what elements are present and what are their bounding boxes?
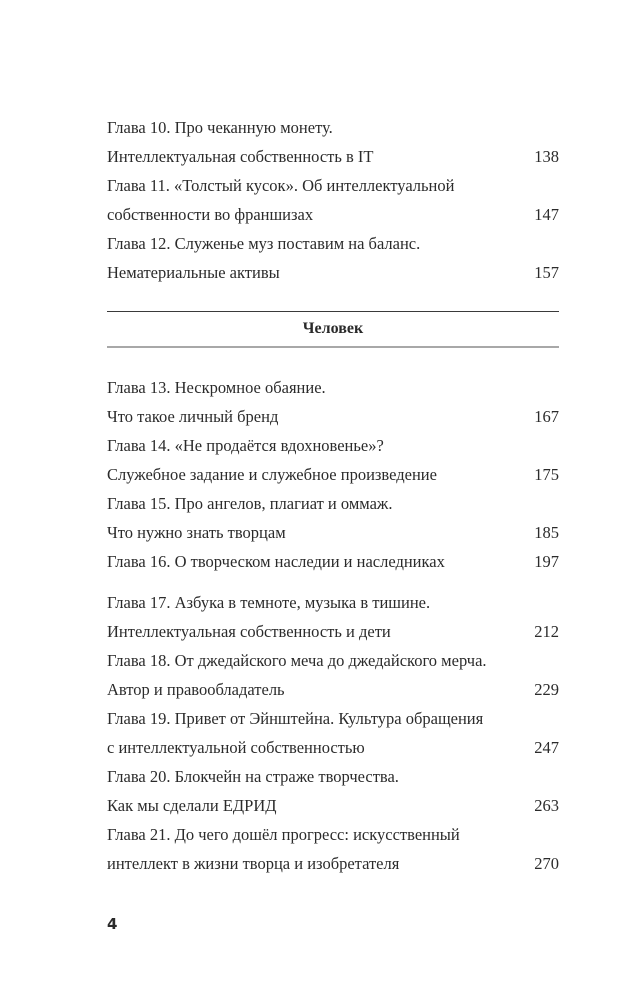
toc-page-number: 270	[534, 854, 559, 873]
toc-page-number: 229	[534, 680, 559, 699]
toc-entry-subtitle: Автор и правообладатель	[107, 680, 285, 699]
toc-entry-subtitle: Служебное задание и служебное произведение	[107, 465, 437, 484]
toc-entry-chapter-15[interactable]	[107, 489, 559, 547]
toc-entry-subtitle: Интеллектуальная собственность и дети	[107, 622, 391, 641]
toc-page-number: 197	[534, 552, 559, 571]
toc-entry-title: Глава 12. Служенье муз поставим на баланс.	[107, 234, 421, 253]
toc-entry-subtitle: Как мы сделали ЕДРИД	[107, 796, 277, 815]
toc-page-number: 167	[534, 407, 559, 426]
toc-page-number: 212	[534, 622, 559, 641]
toc-page-number: 157	[534, 263, 559, 282]
toc-entry-chapter-13[interactable]	[107, 373, 559, 431]
toc-page-number: 247	[534, 738, 559, 757]
toc-entry-subtitle: Что такое личный бренд	[107, 407, 279, 426]
toc-entry-title: Глава 13. Нескромное обаяние.	[107, 378, 326, 397]
section-title: Человек	[302, 320, 364, 337]
toc-entry-title: Глава 21. До чего дошёл прогресс: искусственный	[107, 825, 460, 844]
toc-page-number: 138	[534, 147, 559, 166]
toc-entry-chapter-19[interactable]	[107, 704, 559, 762]
page-number-folio: 4	[107, 915, 118, 933]
toc-entry-subtitle: Что нужно знать творцам	[107, 523, 286, 542]
toc-entry-chapter-14[interactable]	[107, 431, 559, 489]
toc-entry-chapter-17[interactable]	[107, 588, 559, 646]
toc-page-number: 147	[534, 205, 559, 224]
toc-entry-chapter-21[interactable]	[107, 820, 559, 878]
toc-entry-title: Глава 11. «Толстый кусок». Об интеллектуальной	[107, 176, 455, 195]
toc-entry-chapter-10[interactable]	[107, 113, 559, 171]
toc-entry-title: Глава 15. Про ангелов, плагиат и оммаж.	[107, 494, 393, 513]
toc-entry-chapter-16[interactable]	[107, 547, 559, 576]
toc-entry-chapter-18[interactable]	[107, 646, 559, 704]
toc-page-number: 185	[534, 523, 559, 542]
toc-entry-title: Глава 17. Азбука в темноте, музыка в тишине.	[107, 593, 431, 612]
toc-entry-title: Глава 18. От джедайского меча до джедайского мерча.	[107, 651, 487, 670]
toc-entry-subtitle: собственности во франшизах	[107, 205, 314, 224]
toc-entry-title: Глава 20. Блокчейн на страже творчества.	[107, 767, 399, 786]
toc-entry-title: Глава 19. Привет от Эйнштейна. Культура обращения	[107, 709, 484, 728]
toc-entry-subtitle: интеллект в жизни творца и изобретателя	[107, 854, 400, 873]
toc-entry-chapter-11[interactable]	[107, 171, 559, 229]
section-heading	[107, 311, 559, 348]
toc-entry-title: Глава 14. «Не продаётся вдохновенье»?	[107, 436, 384, 455]
toc-page-number: 175	[534, 465, 559, 484]
toc-entry-title: Глава 10. Про чеканную монету.	[107, 118, 333, 137]
toc-entry-chapter-20[interactable]	[107, 762, 559, 820]
toc-entry-subtitle: Интеллектуальная собственность в IT	[107, 147, 374, 166]
toc-entry-subtitle: Нематериальные активы	[107, 263, 280, 282]
toc-entry-subtitle: с интеллектуальной собственностью	[107, 738, 365, 757]
toc-page-number: 263	[534, 796, 559, 815]
toc-entry-chapter-12[interactable]	[107, 229, 559, 287]
toc-entry-title: Глава 16. О творческом наследии и наследниках	[107, 552, 445, 571]
